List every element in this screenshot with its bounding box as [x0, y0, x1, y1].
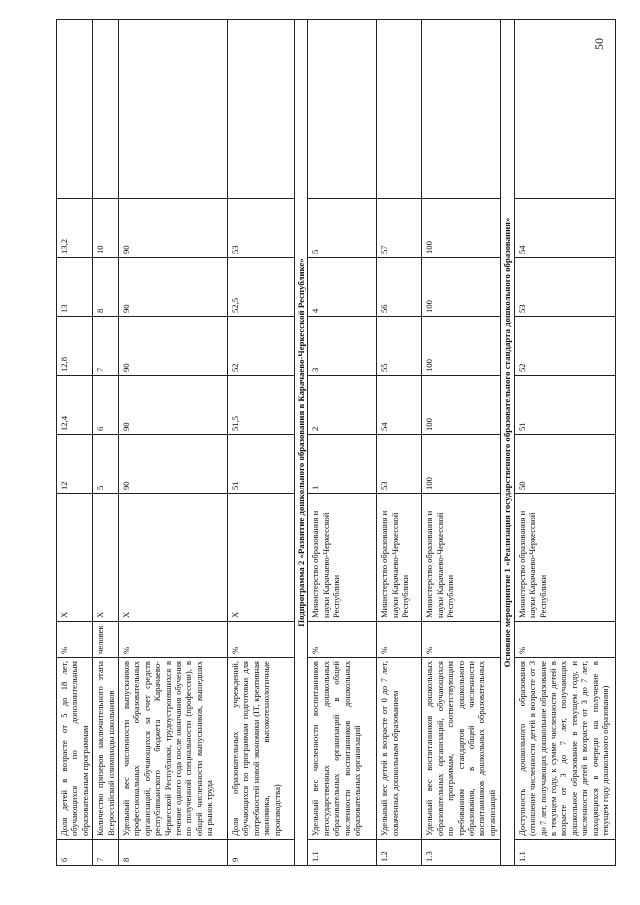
value-cell [57, 20, 93, 199]
value-cell: 3 [308, 317, 377, 376]
value-cell: 1 [308, 435, 377, 494]
unit-cell: % [422, 622, 501, 658]
table-row [228, 20, 295, 866]
table-row [514, 20, 615, 866]
table-row [57, 20, 93, 866]
executor-cell: Х [228, 494, 295, 622]
value-cell: 55 [377, 317, 422, 376]
value-cell: 12 [57, 435, 93, 494]
value-cell: 52 [514, 317, 615, 376]
value-cell: 90 [119, 317, 228, 376]
indicator-name: Удельный вес численности воспитанников негосударственных дошкольных образовательных организаций в общей численности воспитанников дошкольных образовательных организаций [308, 658, 377, 840]
executor-cell: Х [119, 494, 228, 622]
indicators-table [56, 19, 616, 866]
indicator-name: Доля детей в возрасте от 5 до 18 лет, обучающихся по дополнительным образовательным программам [57, 658, 93, 840]
executor-cell: Х [93, 494, 119, 622]
rotated-table-container [56, 20, 620, 866]
unit-cell: % [57, 622, 93, 658]
value-cell [514, 20, 615, 199]
value-cell: 100 [422, 258, 501, 317]
value-cell: 5 [93, 435, 119, 494]
value-cell: 100 [422, 317, 501, 376]
value-cell: 53 [514, 258, 615, 317]
row-number: 7 [93, 840, 119, 866]
value-cell: 5 [308, 199, 377, 258]
activity-heading: Основное мероприятие 1 «Реализация государственного образовательного стандарта дошкольного образования» [501, 20, 514, 866]
row-number: 9 [228, 840, 295, 866]
value-cell: 51 [228, 435, 295, 494]
unit-cell: % [119, 622, 228, 658]
row-number: 1.1 [308, 840, 377, 866]
value-cell: 12,8 [57, 317, 93, 376]
value-cell: 90 [119, 199, 228, 258]
table-row [119, 20, 228, 866]
row-number: 6 [57, 840, 93, 866]
value-cell: 54 [377, 376, 422, 435]
row-number: 1.3 [422, 840, 501, 866]
value-cell: 51 [514, 376, 615, 435]
table-row [308, 20, 377, 866]
value-cell: 56 [377, 258, 422, 317]
value-cell: 6 [93, 376, 119, 435]
unit-cell: % [308, 622, 377, 658]
unit-cell: человек [93, 622, 119, 658]
value-cell [422, 20, 501, 199]
value-cell [308, 20, 377, 199]
value-cell [93, 20, 119, 199]
row-number: 8 [119, 840, 228, 866]
value-cell: 53 [228, 199, 295, 258]
row-number: 1.2 [377, 840, 422, 866]
unit-cell: % [377, 622, 422, 658]
value-cell: 2 [308, 376, 377, 435]
table-row [377, 20, 422, 866]
value-cell: 90 [119, 435, 228, 494]
value-cell: 54 [514, 199, 615, 258]
executor-cell: Министерство образования и науки Карачаево-Черкесской Республики [422, 494, 501, 622]
value-cell: 4 [308, 258, 377, 317]
value-cell: 13 [57, 258, 93, 317]
indicator-name: Удельный вес численности выпускников профессиональных образовательных организаций, обучающихся за счет средств республиканского бюджета Карачаево-Черкесской Республики, трудоустроившихся в течение одного года после окончания обучения по полученной специальности (профессии), в общей численности выпускников, вышедших на рынок труда [119, 658, 228, 840]
value-cell: 53 [377, 435, 422, 494]
value-cell: 90 [119, 376, 228, 435]
executor-cell: Министерство образования и науки Карачаево-Черкесской Республики [514, 494, 615, 622]
value-cell: 100 [422, 376, 501, 435]
value-cell: 10 [93, 199, 119, 258]
section-heading-row [501, 20, 514, 866]
value-cell: 13,2 [57, 199, 93, 258]
value-cell: 50 [514, 435, 615, 494]
value-cell: 90 [119, 258, 228, 317]
value-cell: 51,5 [228, 376, 295, 435]
table-row [422, 20, 501, 866]
value-cell: 8 [93, 258, 119, 317]
executor-cell: Министерство образования и науки Карачаево-Черкесской Республики [308, 494, 377, 622]
value-cell: 7 [93, 317, 119, 376]
value-cell: 52 [228, 317, 295, 376]
value-cell [377, 20, 422, 199]
row-number: 1.1 [514, 840, 615, 866]
executor-cell: Министерство образования и науки Карачаево-Черкесской Республики [377, 494, 422, 622]
indicator-name: Доля образовательных учреждений, обучающихся по программам подготовки для потребностей новой экономики (IT, креативная экономика, высокотехнологичные производства) [228, 658, 295, 840]
indicator-name: Доступность дошкольного образования (отношение численности детей в возрасте от 3 до 7 лет, получающих дошкольное образование в текущем году, к сумме численности детей в возрасте от 3 до 7 лет, получающих дошкольное образование в текущем году, и численности детей в возрасте от 3 до 7 лет, находящихся в очереди на получение в текущем году дошкольного образования) [514, 658, 615, 840]
unit-cell: % [228, 622, 295, 658]
table-row [93, 20, 119, 866]
subprogram-heading: Подпрограмма 2 «Развитие дошкольного образования в Карачаево-Черкесской Республике» [295, 20, 308, 866]
value-cell [228, 20, 295, 199]
executor-cell: Х [57, 494, 93, 622]
value-cell: 100 [422, 435, 501, 494]
value-cell: 52,5 [228, 258, 295, 317]
value-cell: 12,4 [57, 376, 93, 435]
value-cell: 100 [422, 199, 501, 258]
value-cell: 57 [377, 199, 422, 258]
indicator-name: Удельный вес воспитанников дошкольных образовательных организаций, обучающихся по программам, соответствующим требованиям стандартов дошкольного образования, в общей численности воспитанников дошкольных образовательных организаций [422, 658, 501, 840]
page-number: 50 [592, 38, 606, 50]
unit-cell: % [514, 622, 615, 658]
value-cell [119, 20, 228, 199]
indicator-name: Количество призеров заключительного этапа Всероссийской олимпиады школьников [93, 658, 119, 840]
indicator-name: Удельный вес детей в возрасте от 0 до 7 лет, охваченных дошкольным образованием [377, 658, 422, 840]
section-heading-row [295, 20, 308, 866]
